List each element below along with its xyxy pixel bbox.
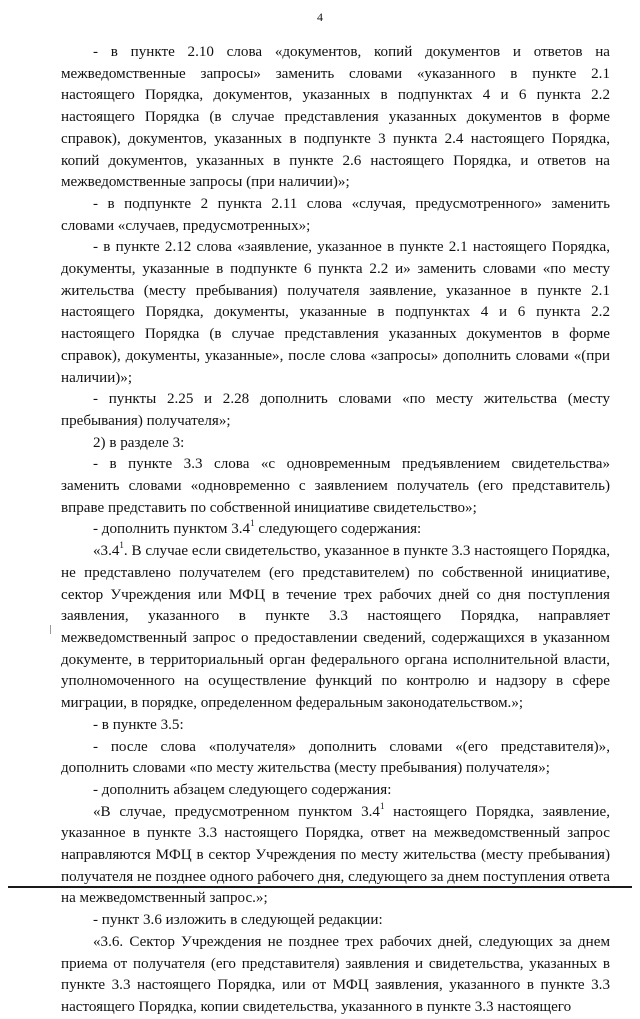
paragraph: - дополнить абзацем следующего содержания:	[93, 781, 392, 798]
paragraph: - после слова «получателя» дополнить словами «(его представителя)», дополнить словами «по месту жительства (месту пребывания) получателя»;	[61, 738, 610, 777]
paragraph: - в пункте 3.5:	[93, 716, 184, 733]
paragraph: - в подпункте 2 пункта 2.11 слова «случая, предусмотренного» заменить словами «случаев, предусмотренных»;	[61, 195, 610, 234]
paragraph: - пункты 2.25 и 2.28 дополнить словами «по месту жительства (месту пребывания) получателя»;	[61, 391, 610, 429]
superscript: 1	[250, 518, 255, 529]
paragraph: - в пункте 2.12 слова «заявление, указанное в пункте 2.1 настоящего Порядка, документы, указанные в подпункте 6 пункта 2.2 и» заменить словами «по месту жительства (месту пребывания) получателя заявление, указанное в пункте 2.1 настоящего Порядка, документы, указанные в подпунктах 4 и 6 пункта 2.2 настоящего Порядка (в случае представления указанных документов в форме справок), документы, указанные», после слова «запросы» дополнить словами «(при наличии)»;	[61, 239, 610, 386]
page-number: 4	[317, 10, 323, 24]
paragraph: 2) в разделе 3:	[93, 434, 185, 451]
paragraph-text: настоящего Порядка, заявление, указанное в пункте 3.3 настоящего Порядка, ответ на межведомственный запрос направляются МФЦ в сектор Учреждения по месту жительства (месту пребывания) получателя не позднее одного рабочего дня, следующего за днем поступления ответа на межведомственный запрос.»;	[61, 803, 610, 907]
superscript: 1	[119, 540, 124, 551]
paragraph-text: следующего содержания:	[254, 521, 422, 538]
paragraph-text: «В случае, предусмотренном пунктом 3.4	[93, 803, 380, 820]
superscript: 1	[379, 800, 385, 811]
paragraph	[61, 541, 610, 715]
paragraph-text: - дополнить пунктом 3.4	[93, 521, 251, 538]
paragraph-text: . В случае если свидетельство, указанное в пункте 3.3 настоящего Порядка, не представлено получателем (его представителем) по собственной инициативе, сектор Учреждения или МФЦ в течение трех рабочих дней со дня поступления заявления, указанного в пункте 3.3 настоящего Порядка, направляет межведомственный запрос о предоставлении сведений, содержащихся в указанном документе, в территориальный орган федерального органа исполнительной власти, уполномоченного на осуществление функций по контролю и надзору в сфере миграции, в порядке, определенном федеральным законодательством.»;	[61, 543, 610, 712]
paragraph	[61, 519, 610, 541]
scan-mark	[50, 625, 51, 634]
paragraph: - в пункте 2.10 слова «документов, копий документов и ответов на межведомственные запросы» заменить словами «указанного в пункте 2.1 настоящего Порядка, документов, указанных в подпунктах 4 и 6 пункта 2.2 настоящего Порядка (в случае представления указанных документов в форме справок), документов, указанных в подпункте 3 пункта 2.4 настоящего Порядка, копий документов, указанных в пункте 2.6 настоящего Порядка, и ответов на межведомственные запросы (при наличии)»;	[61, 44, 610, 191]
paragraph-text: «3.4	[93, 543, 120, 560]
paragraph: «3.6. Сектор Учреждения не позднее трех рабочих дней, следующих за днем приема от получателя (его представителя) заявления и свидетельства, указанных в пункте 3.3 настоящего Порядка, или от МФЦ заявления, указанного в пункте 3.3 настоящего Порядка, копии свидетельства, указанного в пункте 3.3 настоящего	[61, 933, 610, 1015]
paragraph	[61, 802, 610, 911]
document-body	[61, 42, 610, 1019]
bottom-rule	[8, 886, 632, 888]
paragraph: - пункт 3.6 изложить в следующей редакции:	[93, 912, 383, 929]
paragraph: - в пункте 3.3 слова «с одновременным предъявлением свидетельства» заменить словами «одновременно с заявлением получатель (его представитель) вправе представить по собственной инициативе свидетельство»;	[61, 456, 610, 516]
